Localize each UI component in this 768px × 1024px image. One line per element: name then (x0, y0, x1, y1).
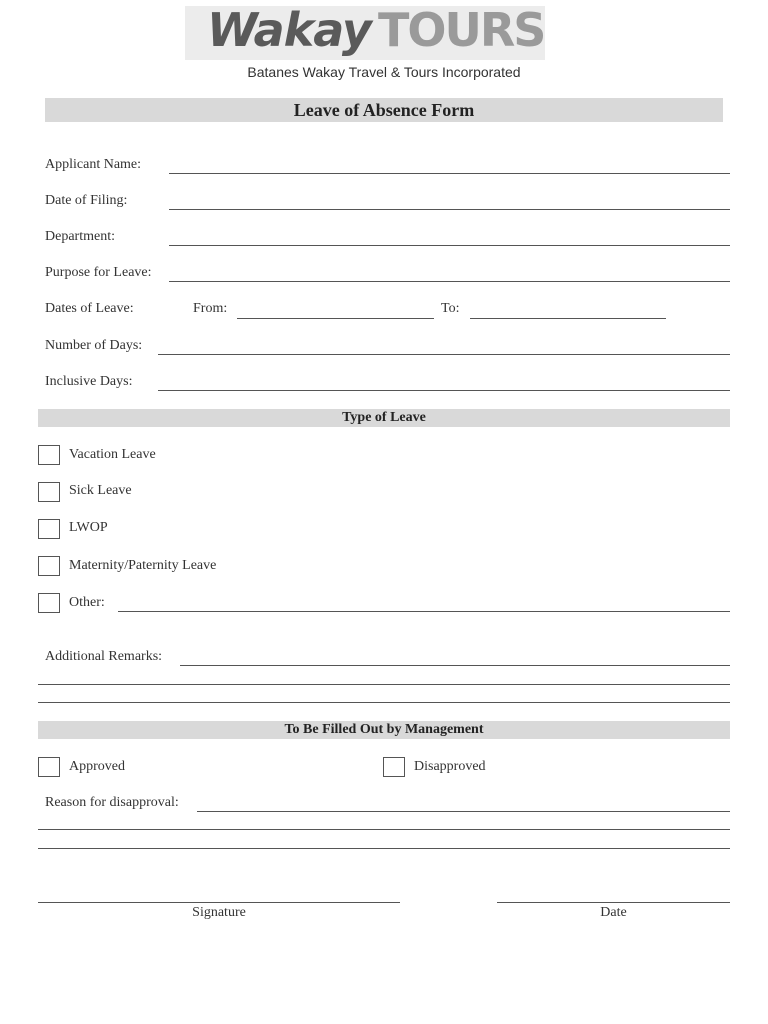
other-checkbox[interactable] (38, 593, 60, 613)
department-label: Department: (45, 229, 115, 244)
logo-tours-text: TOURS (378, 3, 545, 57)
approved-checkbox[interactable] (38, 757, 60, 777)
management-heading: To Be Filled Out by Management (38, 721, 730, 739)
to-date-field[interactable] (470, 318, 666, 319)
inclusive-days-label: Inclusive Days: (45, 374, 133, 389)
purpose-label: Purpose for Leave: (45, 265, 152, 280)
other-label: Other: (69, 595, 105, 610)
additional-remarks-line-2[interactable] (38, 684, 730, 685)
date-of-filing-label: Date of Filing: (45, 193, 128, 208)
logo-wakay-text: Wakay (207, 3, 371, 57)
department-field[interactable] (169, 245, 730, 246)
applicant-name-field[interactable] (169, 173, 730, 174)
sick-leave-checkbox[interactable] (38, 482, 60, 502)
lwop-label: LWOP (69, 520, 108, 535)
additional-remarks-line-3[interactable] (38, 702, 730, 703)
other-field[interactable] (118, 611, 730, 612)
vacation-leave-label: Vacation Leave (69, 447, 156, 462)
maternity-paternity-checkbox[interactable] (38, 556, 60, 576)
company-name: Batanes Wakay Travel & Tours Incorporated (247, 64, 521, 80)
reason-for-disapproval-field[interactable] (197, 811, 730, 812)
from-label: From: (193, 301, 228, 316)
date-line[interactable] (497, 902, 730, 903)
sick-leave-label: Sick Leave (69, 483, 132, 498)
date-of-filing-field[interactable] (169, 209, 730, 210)
applicant-name-label: Applicant Name: (45, 157, 142, 172)
from-date-field[interactable] (237, 318, 434, 319)
number-of-days-field[interactable] (158, 354, 730, 355)
type-of-leave-heading: Type of Leave (38, 409, 730, 427)
reason-for-disapproval-label: Reason for disapproval: (45, 795, 179, 810)
inclusive-days-field[interactable] (158, 390, 730, 391)
disapproved-label: Disapproved (414, 759, 486, 774)
additional-remarks-field[interactable] (180, 665, 730, 666)
signature-line[interactable] (38, 902, 400, 903)
maternity-paternity-label: Maternity/Paternity Leave (69, 558, 217, 573)
date-label: Date (600, 905, 627, 920)
dates-of-leave-label: Dates of Leave: (45, 301, 134, 316)
to-label: To: (441, 301, 460, 316)
lwop-checkbox[interactable] (38, 519, 60, 539)
reason-line-3[interactable] (38, 848, 730, 849)
approved-label: Approved (69, 759, 125, 774)
purpose-field[interactable] (169, 281, 730, 282)
signature-label: Signature (192, 905, 246, 920)
additional-remarks-label: Additional Remarks: (45, 649, 163, 664)
reason-line-2[interactable] (38, 829, 730, 830)
number-of-days-label: Number of Days: (45, 338, 143, 353)
vacation-leave-checkbox[interactable] (38, 445, 60, 465)
form-title: Leave of Absence Form (45, 98, 723, 122)
disapproved-checkbox[interactable] (383, 757, 405, 777)
